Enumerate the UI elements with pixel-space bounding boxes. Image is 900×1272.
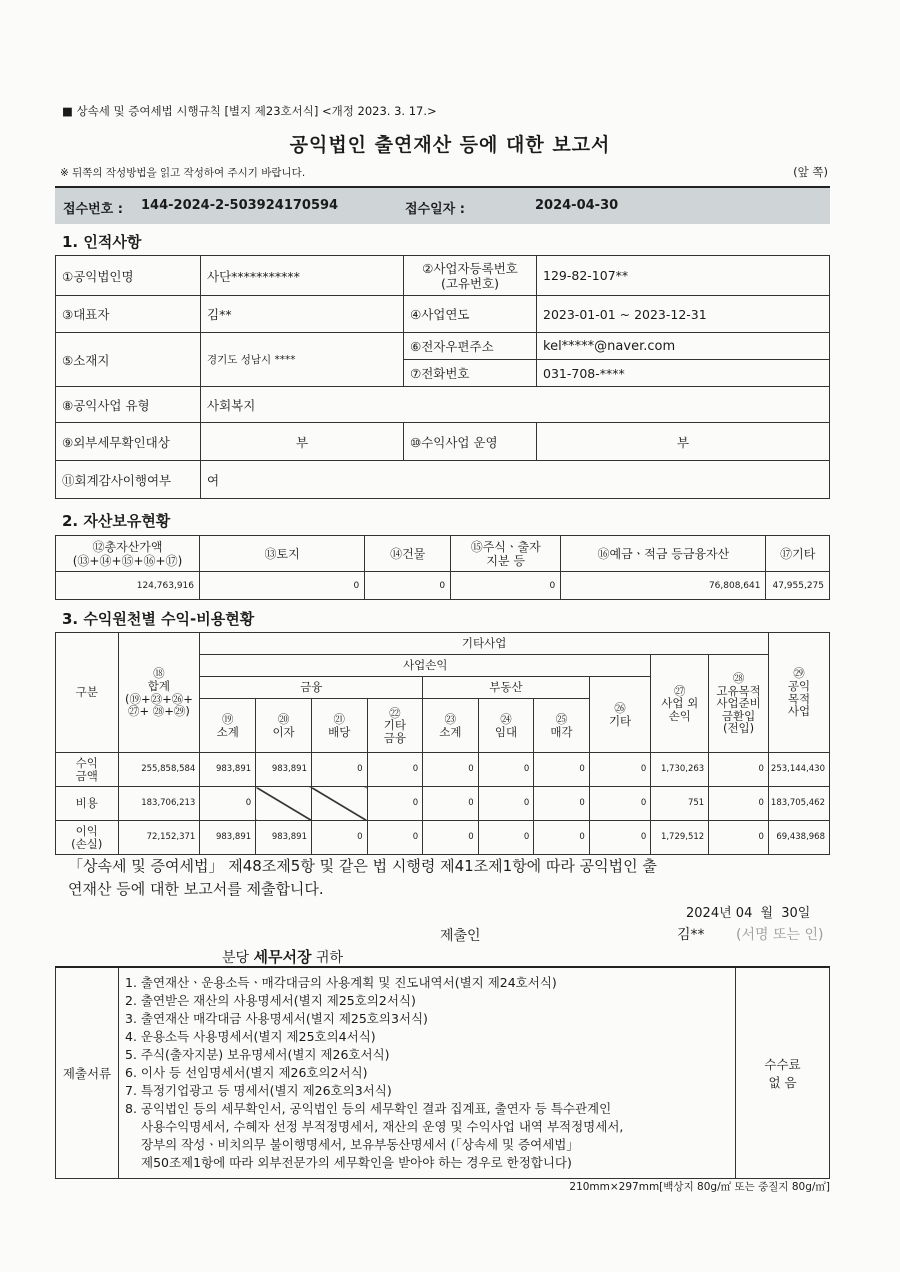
list-item: 6. 이사 등 선임명세서(별지 제26호의2서식): [125, 1065, 368, 1080]
profit-biz-label: ⑩수익사업 운영: [404, 423, 537, 461]
cell-26: 0: [589, 821, 651, 855]
email: kel*****@naver.com: [537, 333, 830, 360]
cell-21: 0: [311, 753, 367, 787]
page-title: 공익법인 출연재산 등에 대한 보고서: [289, 134, 611, 156]
tax-office: 분당 세무서장 귀하: [222, 948, 343, 966]
fin-header: 금융: [200, 677, 423, 699]
receipt-bar: [55, 186, 830, 224]
paper-spec: 210mm×297mm[백상지 80g/㎡ 또는 중질지 80g/㎡]: [569, 1181, 830, 1193]
building-header: ⑭건물: [365, 536, 451, 572]
list-item: 1. 출연재산ㆍ운용소득ㆍ매각대금의 사용계획 및 진도내역서(별지 제24호서식): [125, 975, 557, 990]
fee: 수수료 없 음: [736, 967, 830, 1179]
cell-23: 0: [423, 787, 479, 821]
land-value: 0: [200, 572, 365, 600]
ext-audit-value: 부: [201, 423, 404, 461]
section-title-assets: 2. 자산보유현황: [62, 512, 171, 530]
other-biz-header: 기타사업: [200, 633, 769, 655]
audit-label: ⑪회계감사이행여부: [56, 461, 201, 499]
cell-27: 1,730,263: [651, 753, 709, 787]
audit-value: 여: [201, 461, 830, 499]
cell-28: 0: [709, 787, 769, 821]
cell-19: 983,891: [200, 753, 256, 787]
list-item: 7. 특정기업광고 등 명세서(별지 제26호의3서식): [125, 1083, 392, 1098]
col27-header: ㉗ 사업 외 손익: [651, 655, 709, 753]
cell-22: 0: [367, 821, 423, 855]
cell-24: 0: [478, 787, 534, 821]
list-item: 8. 공익법인 등의 세무확인서, 공익법인 등의 세무확인 결과 집계표, 출연자 등 특수관계인: [125, 1101, 612, 1116]
cell-29: 69,438,968: [768, 821, 829, 855]
re-header: 부동산: [423, 677, 590, 699]
rep: 김**: [201, 296, 404, 333]
cell-21: 0: [311, 821, 367, 855]
cell-27: 1,729,512: [651, 821, 709, 855]
income-table: [55, 632, 830, 855]
row-label: 이익 (손실): [56, 821, 119, 855]
cell-sum: 183,706,213: [118, 787, 200, 821]
cell-26: 0: [589, 753, 651, 787]
receipt-date: 2024-04-30: [535, 198, 619, 213]
cell-24: 0: [478, 753, 534, 787]
assets-table: [55, 535, 830, 600]
docs-label: 제출서류: [56, 967, 119, 1179]
col29-header: ㉙ 공익 목적 사업: [768, 633, 829, 753]
list-item: 제50조제1항에 따라 외부전문가의 세무확인을 받아야 하는 경우로 한정합니다): [141, 1155, 572, 1170]
bizpl-header: 사업손익: [200, 655, 651, 677]
etc-header: ⑰기타: [766, 536, 830, 572]
cell-sum: 72,152,371: [118, 821, 200, 855]
building-value: 0: [365, 572, 451, 600]
table-row: [56, 821, 830, 855]
deposit-value: 76,808,641: [561, 572, 766, 600]
cell-28: 0: [709, 821, 769, 855]
page-side: (앞 쪽): [793, 165, 828, 179]
documents-table: [55, 966, 830, 1179]
cell-19: 0: [200, 787, 256, 821]
receipt-number-label: 접수번호 :: [63, 202, 123, 217]
year-label: ④사업연도: [404, 296, 537, 333]
cell-27: 751: [651, 787, 709, 821]
col24-header: ㉔ 임대: [478, 699, 534, 753]
col20-header: ⑳ 이자: [256, 699, 312, 753]
docs-list: [119, 967, 736, 1179]
table-row: [56, 787, 830, 821]
section-title-income: 3. 수익원천별 수익-비용현황: [62, 610, 255, 628]
col21-header: ㉑ 배당: [311, 699, 367, 753]
cell-sum: 255,858,584: [118, 753, 200, 787]
total-assets-header: ⑫총자산가액 (⑬+⑭+⑮+⑯+⑰): [56, 536, 200, 572]
cell-23: 0: [423, 753, 479, 787]
phone: 031-708-****: [537, 360, 830, 387]
guide-note: ※ 뒤쪽의 작성방법을 읽고 작성하여 주시기 바랍니다.: [60, 167, 306, 179]
sum-header: ⑱ 합계 (⑲+㉓+㉖+ ㉗+ ㉘+㉙): [118, 633, 200, 753]
col26-header: ㉖ 기타: [589, 677, 651, 753]
cell-29: 183,705,462: [768, 787, 829, 821]
table-row: [56, 753, 830, 787]
address-label: ⑤소재지: [56, 333, 201, 387]
cell-20: 983,891: [256, 821, 312, 855]
personal-info-table: [55, 255, 830, 499]
cell-19: 983,891: [200, 821, 256, 855]
cell-22: 0: [367, 787, 423, 821]
submitter-name: 김**: [677, 927, 705, 943]
cell-25: 0: [534, 753, 590, 787]
cell-20: 983,891: [256, 753, 312, 787]
deposit-header: ⑯예금ㆍ적금 등금융자산: [561, 536, 766, 572]
list-item: 3. 출연재산 매각대금 사용명세서(별지 제25호의3서식): [125, 1011, 428, 1026]
col28-header: ㉘ 고유목적 사업준비 금환입 (전입): [709, 655, 769, 753]
row-label: 수익 금액: [56, 753, 119, 787]
address: 경기도 성남시 ****: [201, 333, 404, 387]
stock-header: ⑮주식ㆍ출자 지분 등: [451, 536, 561, 572]
corp-name: 사단***********: [201, 256, 404, 296]
col19-header: ⑲ 소계: [200, 699, 256, 753]
cell-21-struck: [311, 787, 367, 821]
receipt-number: 144-2024-2-503924170594: [141, 198, 339, 213]
bizno: 129-82-107**: [537, 256, 830, 296]
list-item: 4. 운용소득 사용명세서(별지 제25호의4서식): [125, 1029, 376, 1044]
cell-25: 0: [534, 787, 590, 821]
cell-20-struck: [256, 787, 312, 821]
list-item: 사용수익명세서, 수혜자 선정 부적정명세서, 재산의 운영 및 수익사업 내역 부적정명세서,: [141, 1119, 624, 1134]
list-item: 5. 주식(출자지분) 보유명세서(별지 제26호서식): [125, 1047, 390, 1062]
etc-value: 47,955,275: [766, 572, 830, 600]
rep-label: ③대표자: [56, 296, 201, 333]
row-label: 비용: [56, 787, 119, 821]
receipt-date-label: 접수일자 :: [405, 202, 465, 217]
col25-header: ㉕ 매각: [534, 699, 590, 753]
email-label: ⑥전자우편주소: [404, 333, 537, 360]
business-year: 2023-01-01 ~ 2023-12-31: [537, 296, 830, 333]
total-assets-value: 124,763,916: [56, 572, 200, 600]
corp-name-label: ①공익법인명: [56, 256, 201, 296]
cell-22: 0: [367, 753, 423, 787]
col23-header: ㉓ 소계: [423, 699, 479, 753]
col22-header: ㉒ 기타 금융: [367, 699, 423, 753]
statement: 「상속세 및 증여세법」 제48조제5항 및 같은 법 시행령 제41조제1항에 따라 공익법인 출 연재산 등에 대한 보고서를 제출합니다.: [68, 857, 657, 898]
form-reference: ■ 상속세 및 증여세법 시행규칙 [별지 제23호서식] <개정 2023. 3. 17.>: [62, 104, 437, 118]
profit-biz-value: 부: [537, 423, 830, 461]
submit-date: 2024년 04 월 30일: [686, 906, 811, 921]
signature-placeholder: (서명 또는 인): [736, 927, 824, 943]
cell-23: 0: [423, 821, 479, 855]
phone-label: ⑦전화번호: [404, 360, 537, 387]
bizno-label: ②사업자등록번호 (고유번호): [404, 256, 537, 296]
business-type: 사회복지: [201, 387, 830, 423]
cell-29: 253,144,430: [768, 753, 829, 787]
type-label: ⑧공익사업 유형: [56, 387, 201, 423]
ext-audit-label: ⑨외부세무확인대상: [56, 423, 201, 461]
section-title-personal: 1. 인적사항: [62, 233, 142, 251]
cell-28: 0: [709, 753, 769, 787]
cell-24: 0: [478, 821, 534, 855]
list-item: 장부의 작성ㆍ비치의무 불이행명세서, 보유부동산명세서 (「상속세 및 증여세법」: [141, 1137, 579, 1152]
cell-25: 0: [534, 821, 590, 855]
submitter-label: 제출인: [440, 928, 481, 944]
cell-26: 0: [589, 787, 651, 821]
div-header: 구분: [56, 633, 119, 753]
land-header: ⑬토지: [200, 536, 365, 572]
list-item: 2. 출연받은 재산의 사용명세서(별지 제25호의2서식): [125, 993, 416, 1008]
stock-value: 0: [451, 572, 561, 600]
